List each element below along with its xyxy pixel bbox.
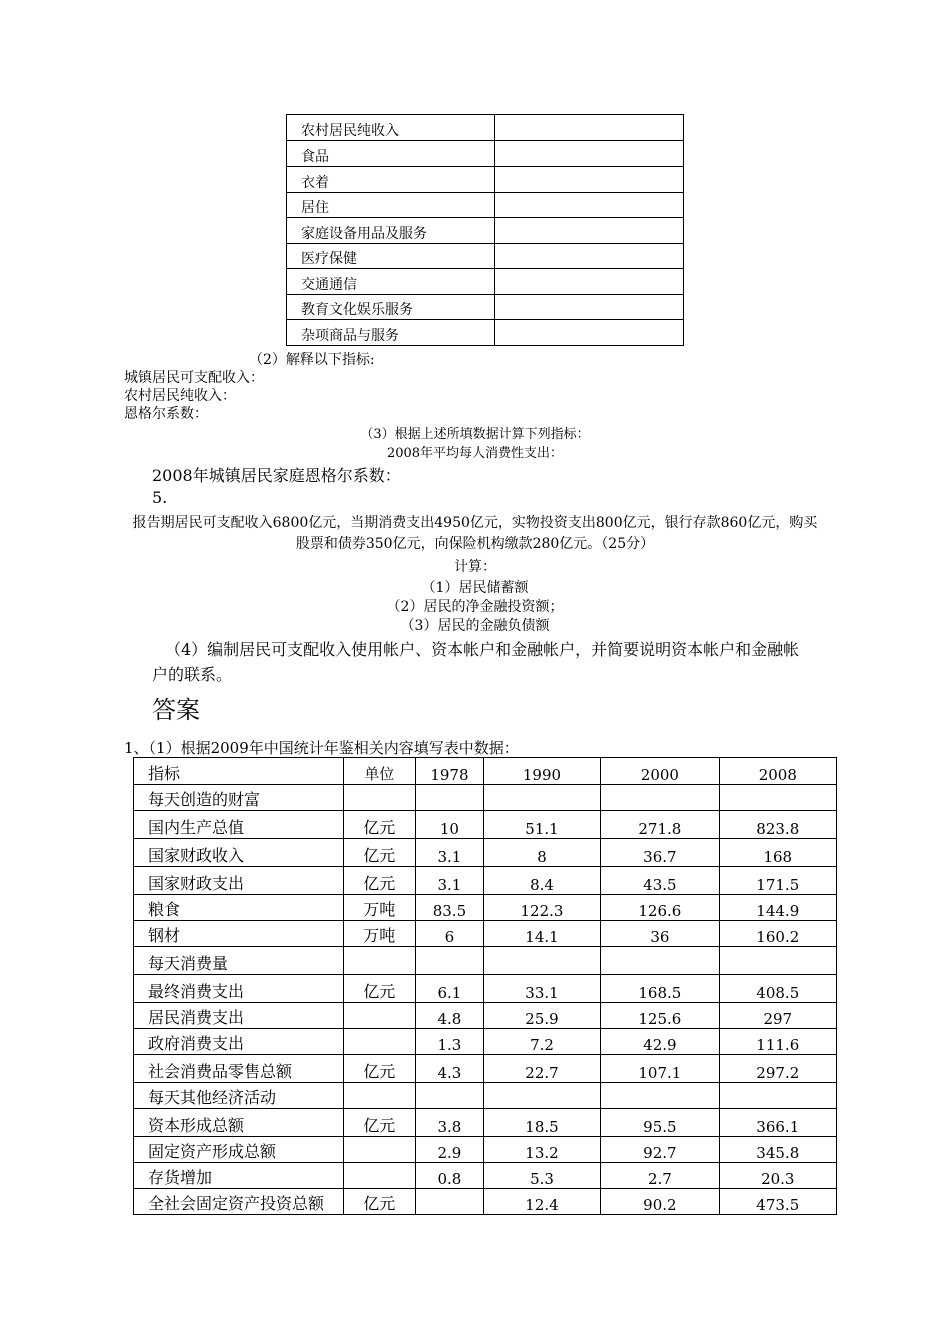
question5-sub3: （3）居民的金融负债额 [400, 618, 550, 634]
value-cell: 83.5 [416, 895, 484, 921]
column-header: 单位 [343, 758, 416, 785]
definition-rural-income: 农村居民纯收入： [124, 388, 236, 404]
value-cell [601, 1083, 719, 1109]
value-cell: 12.4 [483, 1189, 600, 1215]
value-cell: 36 [601, 921, 719, 947]
row-label: 衣着 [287, 167, 495, 193]
value-cell [719, 785, 836, 811]
indicator-cell: 最终消费支出 [134, 975, 344, 1003]
unit-cell [343, 947, 416, 975]
blank-cell [495, 141, 684, 167]
table-row [287, 244, 684, 269]
value-cell: 36.7 [601, 839, 719, 867]
value-cell [719, 1083, 836, 1109]
answer1-title: 1、（1）根据2009年中国统计年鉴相关内容填写表中数据： [124, 739, 519, 757]
value-cell: 4.3 [416, 1055, 484, 1083]
value-cell: 297 [719, 1003, 836, 1029]
blank-cell [495, 218, 684, 244]
value-cell: 14.1 [483, 921, 600, 947]
indicator-cell: 社会消费品零售总额 [134, 1055, 344, 1083]
value-cell: 6 [416, 921, 484, 947]
column-header: 1990 [483, 758, 600, 785]
value-cell: 408.5 [719, 975, 836, 1003]
table-row [134, 1003, 837, 1029]
value-cell: 0.8 [416, 1163, 484, 1189]
table-row [134, 785, 837, 811]
value-cell: 144.9 [719, 895, 836, 921]
table-row [134, 1029, 837, 1055]
section3-title: （3）根据上述所填数据计算下列指标： [360, 427, 590, 442]
row-label: 教育文化娱乐服务 [287, 295, 495, 320]
value-cell [719, 947, 836, 975]
value-cell [416, 947, 484, 975]
blank-cell [495, 295, 684, 320]
value-cell: 18.5 [483, 1109, 600, 1137]
blank-cell [495, 115, 684, 141]
table-row [134, 921, 837, 947]
indicator-cell: 钢材 [134, 921, 344, 947]
table-row [134, 1137, 837, 1163]
table-row [134, 1055, 837, 1083]
unit-cell [343, 1083, 416, 1109]
blank-cell [495, 167, 684, 193]
table-row [134, 811, 837, 839]
row-label: 农村居民纯收入 [287, 115, 495, 141]
blank-cell [495, 320, 684, 346]
value-cell: 22.7 [483, 1055, 600, 1083]
column-header: 指标 [134, 758, 344, 785]
definition-engel: 恩格尔系数： [124, 406, 208, 422]
value-cell: 3.8 [416, 1109, 484, 1137]
value-cell: 345.8 [719, 1137, 836, 1163]
value-cell: 92.7 [601, 1137, 719, 1163]
unit-cell: 亿元 [343, 1055, 416, 1083]
value-cell: 297.2 [719, 1055, 836, 1083]
row-label: 居住 [287, 193, 495, 218]
indicator-cell: 国内生产总值 [134, 811, 344, 839]
value-cell [483, 1083, 600, 1109]
value-cell: 95.5 [601, 1109, 719, 1137]
value-cell: 51.1 [483, 811, 600, 839]
section2-title: （2）解释以下指标: [249, 352, 375, 368]
section3-item2: 2008年城镇居民家庭恩格尔系数： [152, 466, 401, 485]
section3-item1: 2008年平均每人消费性支出： [386, 446, 564, 461]
indicator-cell: 资本形成总额 [134, 1109, 344, 1137]
unit-cell: 亿元 [343, 839, 416, 867]
unit-cell: 万吨 [343, 895, 416, 921]
indicator-cell: 存货增加 [134, 1163, 344, 1189]
indicator-cell: 每天消费量 [134, 947, 344, 975]
table-row [287, 167, 684, 193]
unit-cell [343, 1003, 416, 1029]
table-header-row [134, 758, 837, 785]
value-cell: 3.1 [416, 839, 484, 867]
unit-cell: 亿元 [343, 811, 416, 839]
indicator-cell: 国家财政收入 [134, 839, 344, 867]
table-row [287, 193, 684, 218]
unit-cell: 亿元 [343, 975, 416, 1003]
table-row [287, 218, 684, 244]
answer-heading: 答案 [152, 696, 200, 724]
unit-cell: 亿元 [343, 867, 416, 895]
value-cell: 122.3 [483, 895, 600, 921]
blank-cell [495, 193, 684, 218]
indicator-cell: 固定资产形成总额 [134, 1137, 344, 1163]
unit-cell [343, 1029, 416, 1055]
value-cell: 126.6 [601, 895, 719, 921]
income-structure-table [286, 114, 684, 346]
value-cell: 2.9 [416, 1137, 484, 1163]
statistics-table [133, 757, 837, 1215]
value-cell: 4.8 [416, 1003, 484, 1029]
value-cell [416, 1189, 484, 1215]
value-cell: 8.4 [483, 867, 600, 895]
table-row [134, 1163, 837, 1189]
question5-text-line1: 报告期居民可支配收入6800亿元，当期消费支出4950亿元，实物投资支出800亿元，银行存款860亿元，购买 [132, 515, 818, 531]
value-cell [416, 785, 484, 811]
row-label: 医疗保健 [287, 244, 495, 269]
value-cell: 107.1 [601, 1055, 719, 1083]
table-row [134, 1109, 837, 1137]
indicator-cell: 居民消费支出 [134, 1003, 344, 1029]
value-cell: 111.6 [719, 1029, 836, 1055]
table-row [134, 867, 837, 895]
question5-number: 5. [152, 488, 168, 507]
value-cell [601, 785, 719, 811]
indicator-cell: 全社会固定资产投资总额 [134, 1189, 344, 1215]
value-cell: 3.1 [416, 867, 484, 895]
value-cell [416, 1083, 484, 1109]
value-cell: 20.3 [719, 1163, 836, 1189]
table-row [287, 141, 684, 167]
value-cell: 42.9 [601, 1029, 719, 1055]
column-header: 2000 [601, 758, 719, 785]
table-row [134, 947, 837, 975]
row-label: 家庭设备用品及服务 [287, 218, 495, 244]
question5-text-line2: 股票和债券350亿元，向保险机构缴款280亿元。（25分） [295, 536, 655, 552]
value-cell: 366.1 [719, 1109, 836, 1137]
table-row [134, 975, 837, 1003]
blank-cell [495, 269, 684, 295]
unit-cell [343, 785, 416, 811]
value-cell: 7.2 [483, 1029, 600, 1055]
unit-cell [343, 1163, 416, 1189]
column-header: 2008 [719, 758, 836, 785]
value-cell: 33.1 [483, 975, 600, 1003]
value-cell: 6.1 [416, 975, 484, 1003]
column-header: 1978 [416, 758, 484, 785]
value-cell [483, 785, 600, 811]
value-cell: 125.6 [601, 1003, 719, 1029]
value-cell [483, 947, 600, 975]
unit-cell: 万吨 [343, 921, 416, 947]
value-cell [601, 947, 719, 975]
unit-cell: 亿元 [343, 1189, 416, 1215]
unit-cell: 亿元 [343, 1109, 416, 1137]
value-cell: 160.2 [719, 921, 836, 947]
row-label: 交通通信 [287, 269, 495, 295]
unit-cell [343, 1137, 416, 1163]
table-row [287, 115, 684, 141]
value-cell: 823.8 [719, 811, 836, 839]
value-cell: 8 [483, 839, 600, 867]
value-cell: 2.7 [601, 1163, 719, 1189]
value-cell: 13.2 [483, 1137, 600, 1163]
value-cell: 43.5 [601, 867, 719, 895]
value-cell: 1.3 [416, 1029, 484, 1055]
table-row [287, 295, 684, 320]
question5-sub4-line2: 户的联系。 [152, 665, 233, 684]
value-cell: 10 [416, 811, 484, 839]
indicator-cell: 粮食 [134, 895, 344, 921]
row-label: 杂项商品与服务 [287, 320, 495, 346]
value-cell: 473.5 [719, 1189, 836, 1215]
row-label: 食品 [287, 141, 495, 167]
table-row [287, 320, 684, 346]
table-row [287, 269, 684, 295]
question5-sub2: （2）居民的净金融投资额； [386, 599, 564, 615]
indicator-cell: 每天其他经济活动 [134, 1083, 344, 1109]
table-row [134, 1189, 837, 1215]
question5-sub4-line1: （4）编制居民可支配收入使用帐户、资本帐户和金融帐户，并简要说明资本帐户和金融帐 [165, 640, 800, 659]
value-cell: 5.3 [483, 1163, 600, 1189]
value-cell: 271.8 [601, 811, 719, 839]
value-cell: 171.5 [719, 867, 836, 895]
value-cell: 168.5 [601, 975, 719, 1003]
table-row [134, 895, 837, 921]
question5-sub1: （1）居民储蓄额 [421, 580, 529, 596]
indicator-cell: 政府消费支出 [134, 1029, 344, 1055]
table-row [134, 839, 837, 867]
question5-calc-label: 计算： [454, 559, 496, 575]
value-cell: 90.2 [601, 1189, 719, 1215]
indicator-cell: 国家财政支出 [134, 867, 344, 895]
table-row [134, 1083, 837, 1109]
blank-cell [495, 244, 684, 269]
indicator-cell: 每天创造的财富 [134, 785, 344, 811]
value-cell: 25.9 [483, 1003, 600, 1029]
value-cell: 168 [719, 839, 836, 867]
definition-urban-income: 城镇居民可支配收入： [124, 370, 264, 386]
